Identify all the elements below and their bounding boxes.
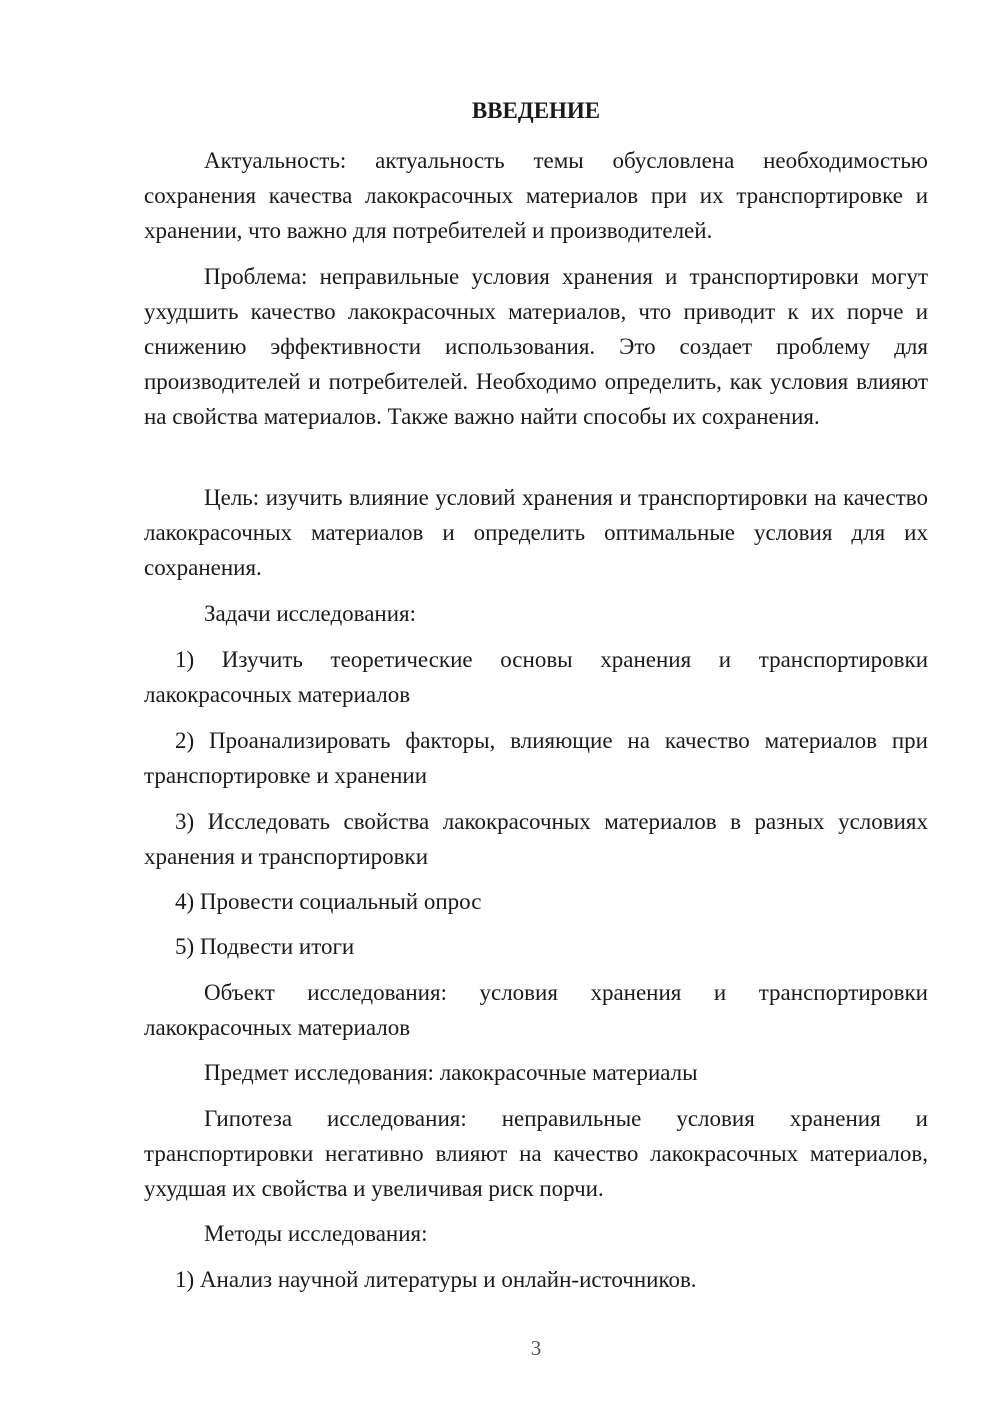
task-item-5: 5) Подвести итоги: [175, 934, 355, 959]
paragraph-relevance: Актуальность: актуальность темы обусловлена необходимостью сохранения качества лакокрасочных материалов при их транспортировке и хранении, что важно для потребителей и производителей.: [144, 148, 928, 243]
task-item-4: 4) Провести социальный опрос: [175, 889, 482, 914]
document-page: [144, 0, 928, 1414]
task-item-2: 2) Проанализировать факторы, влияющие на качество материалов при транспортировке и хранении: [144, 728, 928, 788]
page-number: 3: [530, 1336, 542, 1360]
paragraph-goal: Цель: изучить влияние условий хранения и транспортировки на качество лакокрасочных материалов и определить оптимальные условия для их сохранения.: [144, 485, 928, 580]
task-item-1: 1) Изучить теоретические основы хранения и транспортировки лакокрасочных материалов: [144, 647, 928, 707]
paragraph-hypothesis: Гипотеза исследования: неправильные условия хранения и транспортировки негативно влияют на качество лакокрасочных материалов, ухудшая их свойства и увеличивая риск порчи.: [144, 1106, 928, 1201]
task-item-3: 3) Исследовать свойства лакокрасочных материалов в разных условиях хранения и транспортировки: [144, 809, 928, 869]
methods-heading: Методы исследования:: [204, 1221, 428, 1246]
method-item-1: 1) Анализ научной литературы и онлайн-источников.: [175, 1267, 697, 1292]
paragraph-subject: Предмет исследования: лакокрасочные материалы: [204, 1060, 698, 1085]
tasks-heading: Задачи исследования:: [204, 601, 417, 626]
paragraph-object: Объект исследования: условия хранения и транспортировки лакокрасочных материалов: [144, 980, 928, 1040]
page-title: ВВЕДЕНИЕ: [471, 98, 601, 123]
paragraph-problem: Проблема: неправильные условия хранения и транспортировки могут ухудшить качество лакокрасочных материалов, что приводит к их порче и снижению эффективности использования. Это создает проблему для производителей и потребителей. Необходимо определить, как условия влияют на свойства материалов. Также важно найти способы их сохранения.: [144, 264, 928, 429]
